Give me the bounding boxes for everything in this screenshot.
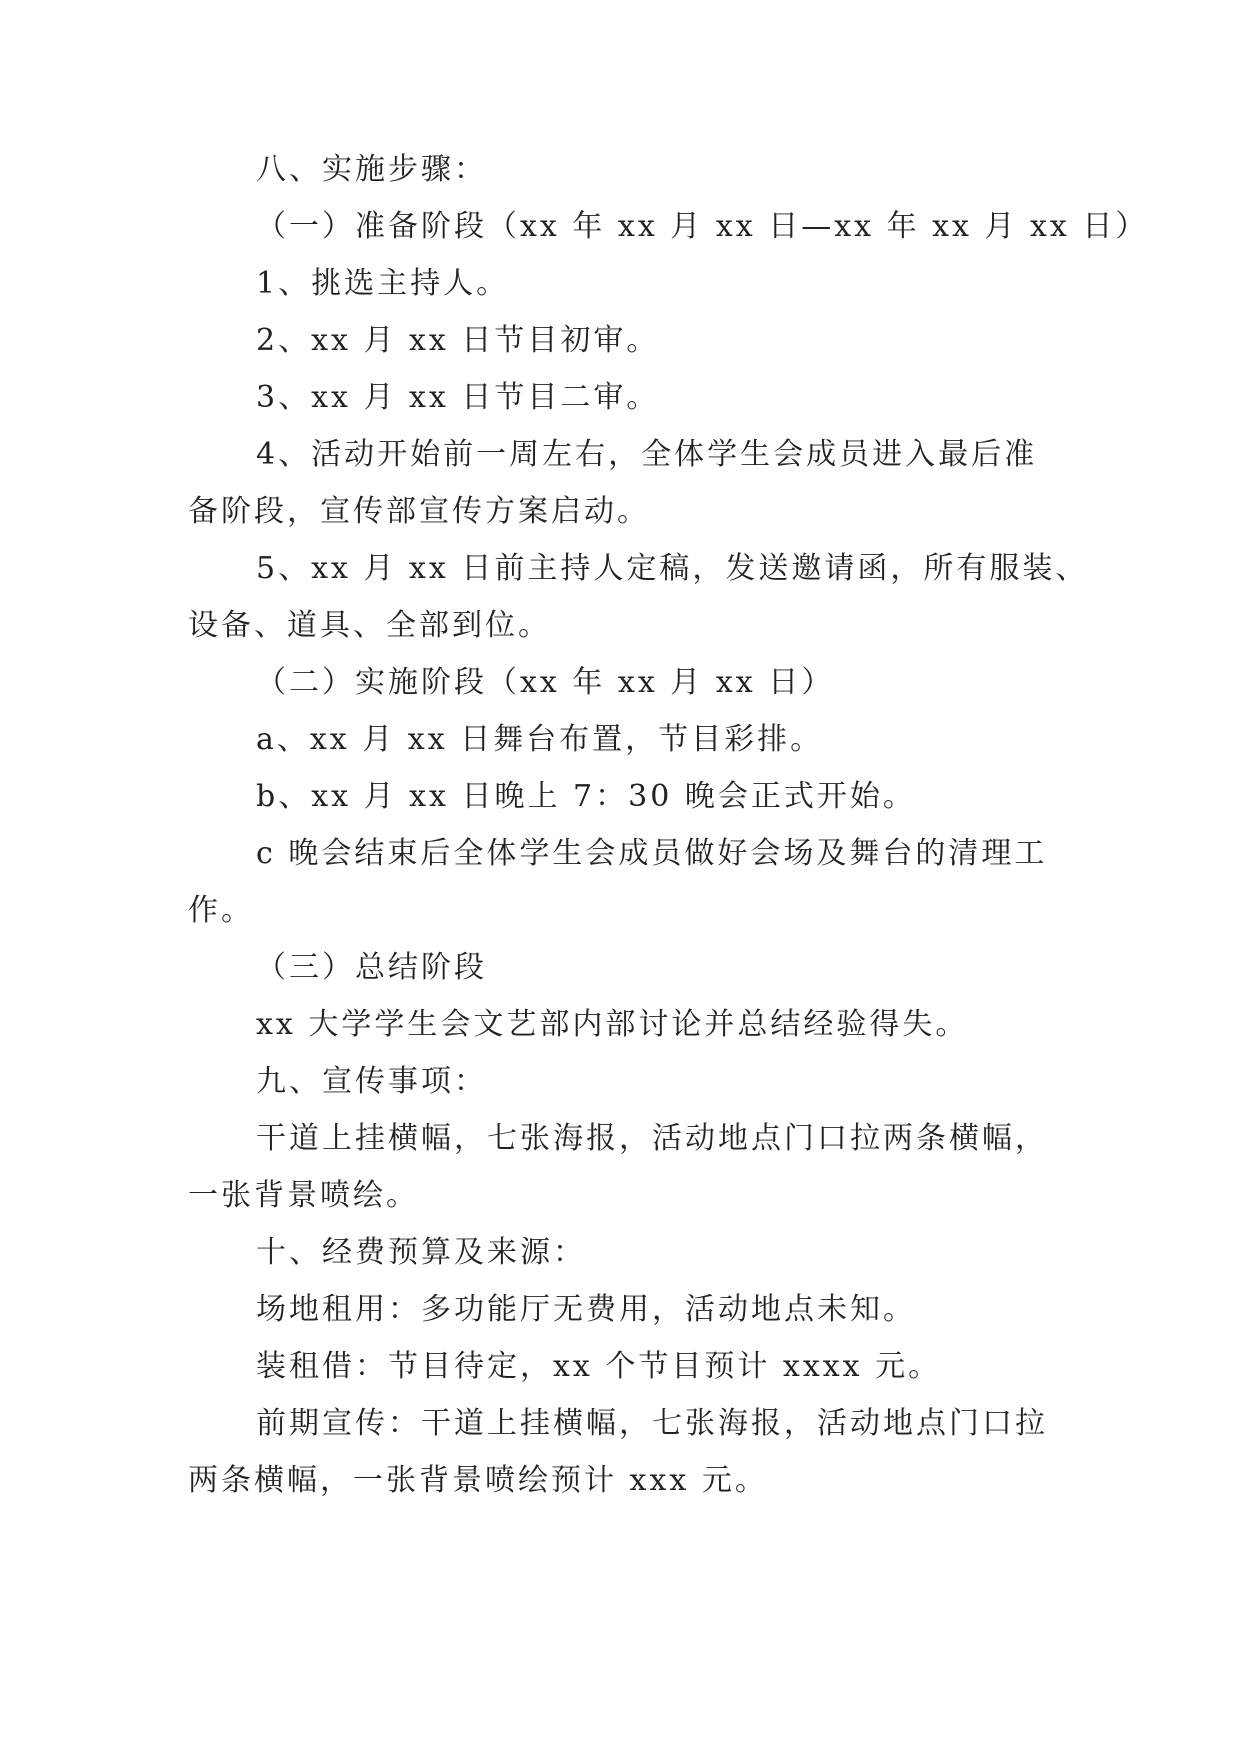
paragraph-line: c 晚会结束后全体学生会成员做好会场及舞台的清理工 xyxy=(256,836,1048,871)
paragraph-line: 前期宣传：干道上挂横幅，七张海报，活动地点门口拉 xyxy=(256,1406,1048,1441)
paragraph-line: a、xx 月 xx 日舞台布置，节目彩排。 xyxy=(256,722,824,757)
paragraph-line: 3、xx 月 xx 日节目二审。 xyxy=(256,380,660,415)
heading-publicity: 九、宣传事项： xyxy=(256,1064,487,1099)
paragraph-line: 备阶段，宣传部宣传方案启动。 xyxy=(188,494,650,529)
paragraph-line: 2、xx 月 xx 日节目初审。 xyxy=(256,323,660,358)
heading-implementation-steps: 八、实施步骤： xyxy=(256,152,487,187)
paragraph-line: 场地租用：多功能厅无费用，活动地点未知。 xyxy=(256,1292,916,1327)
paragraph-line: 设备、道具、全部到位。 xyxy=(188,608,551,643)
subheading-execution-stage: （二）实施阶段（xx 年 xx 月 xx 日） xyxy=(256,665,835,700)
paragraph-line: 5、xx 月 xx 日前主持人定稿，发送邀请函，所有服装、 xyxy=(256,551,1089,586)
paragraph-line: 干道上挂横幅，七张海报，活动地点门口拉两条横幅， xyxy=(256,1121,1048,1156)
paragraph-line: 装租借：节目待定，xx 个节目预计 xxxx 元。 xyxy=(256,1349,942,1384)
paragraph-line: 1、挑选主持人。 xyxy=(256,266,510,301)
paragraph-line: 两条横幅，一张背景喷绘预计 xxx 元。 xyxy=(188,1463,768,1498)
subheading-summary-stage: （三）总结阶段 xyxy=(256,950,487,985)
heading-budget: 十、经费预算及来源： xyxy=(256,1235,586,1270)
paragraph-line: xx 大学学生会文艺部内部讨论并总结经验得失。 xyxy=(256,1007,969,1042)
paragraph-line: 作。 xyxy=(188,893,254,928)
paragraph-line: b、xx 月 xx 日晚上 7：30 晚会正式开始。 xyxy=(256,779,916,814)
subheading-preparation-stage: （一）准备阶段（xx 年 xx 月 xx 日—xx 年 xx 月 xx 日） xyxy=(256,209,1149,244)
paragraph-line: 一张背景喷绘。 xyxy=(188,1178,419,1213)
paragraph-line: 4、活动开始前一周左右，全体学生会成员进入最后准 xyxy=(256,437,1038,472)
